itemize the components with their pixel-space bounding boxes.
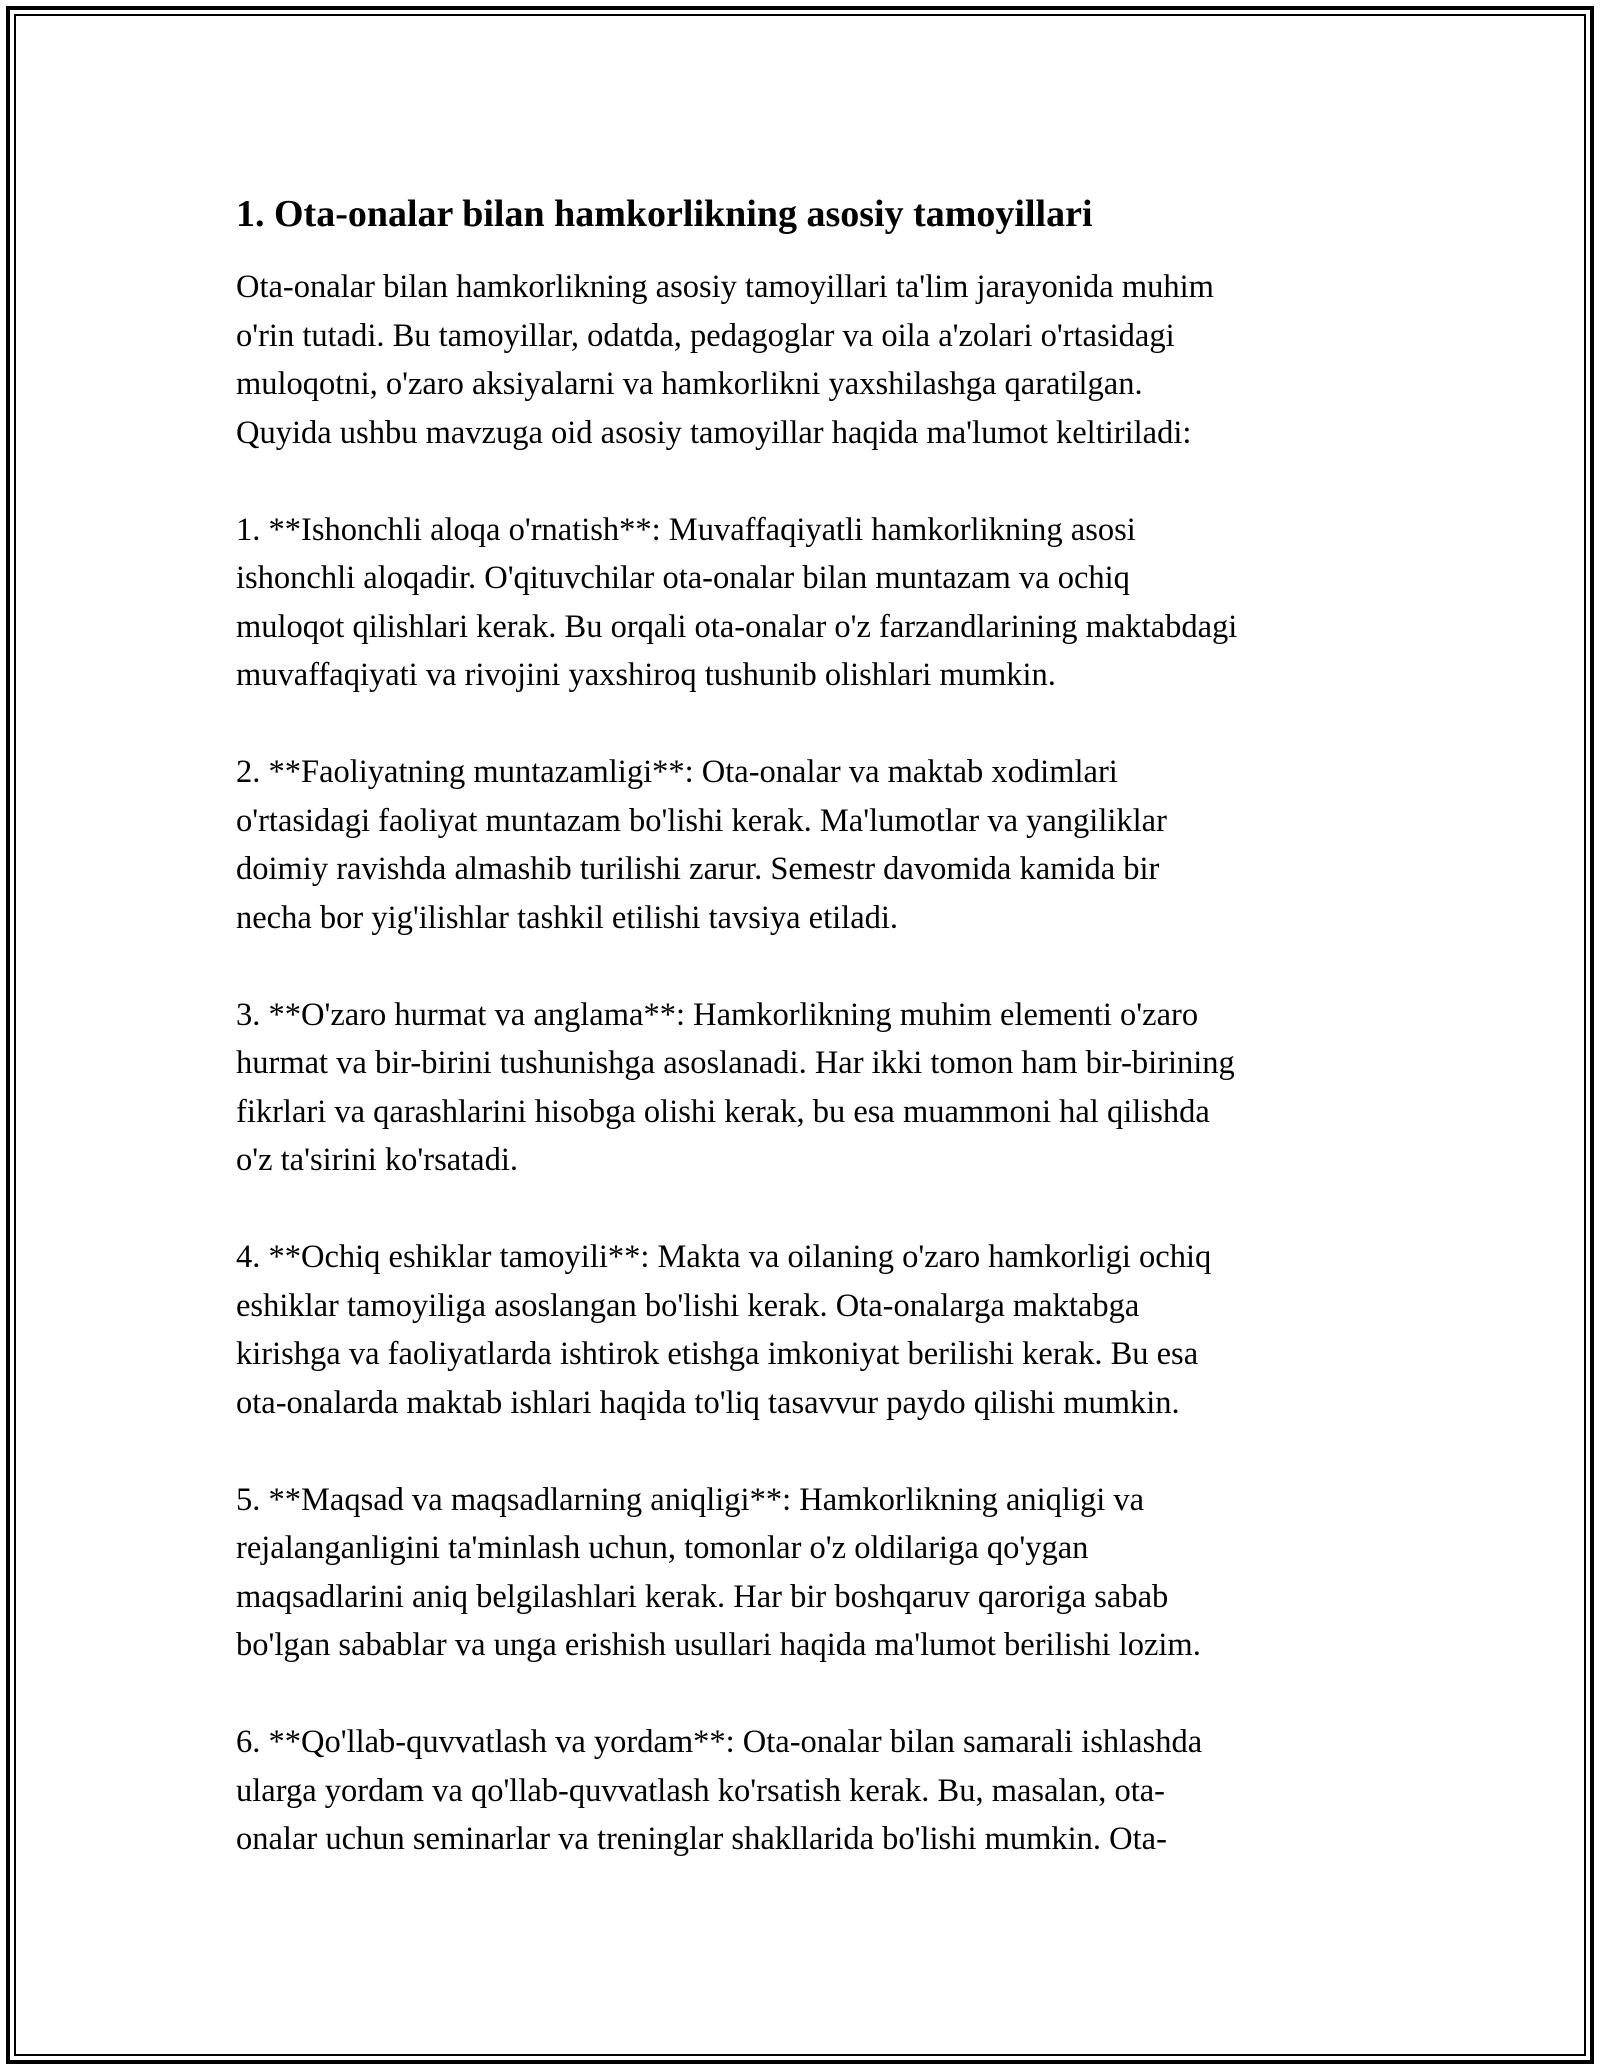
text-line: o'rin tutadi. Bu tamoyillar, odatda, pedagoglar va oila a'zolari o'rtasidagi: [236, 317, 1175, 354]
text-line: ota-onalarda maktab ishlari haqida to'liq tasavvur paydo qilishi mumkin.: [236, 1384, 1180, 1421]
principle-item-6: [236, 1718, 1386, 1864]
text-line: eshiklar tamoyiliga asoslangan bo'lishi kerak. Ota-onalarga maktabga: [236, 1287, 1140, 1324]
text-line: o'z ta'sirini ko'rsatadi.: [236, 1142, 519, 1178]
text-line: necha bor yig'ilishlar tashkil etilishi tavsiya etiladi.: [236, 899, 899, 936]
text-line: 2. **Faoliyatning muntazamligi**: Ota-onalar va maktab xodimlari: [236, 754, 1118, 790]
page-title: 1. Ota-onalar bilan hamkorlikning asosiy tamoyillari: [236, 193, 1093, 235]
text-line: 3. **O'zaro hurmat va anglama**: Hamkorlikning muhim elementi o'zaro: [236, 996, 1199, 1033]
text-line: muloqotni, o'zaro aksiyalarni va hamkorlikni yaxshilashga qaratilgan.: [236, 366, 1143, 402]
intro-paragraph: [236, 263, 1386, 457]
text-line: maqsadlarini aniq belgilashlari kerak. Har bir boshqaruv qaroriga sabab: [236, 1578, 1169, 1615]
text-line: ishonchli aloqadir. O'qituvchilar ota-onalar bilan muntazam va ochiq: [236, 560, 1130, 596]
text-line: fikrlari va qarashlarini hisobga olishi kerak, bu esa muammoni hal qilishda: [236, 1093, 1210, 1130]
text-line: 1. **Ishonchli aloqa o'rnatish**: Muvaffaqiyatli hamkorlikning asosi: [236, 511, 1136, 548]
principle-item-2: [236, 748, 1386, 942]
principle-item-5: [236, 1476, 1386, 1670]
document-body: [236, 186, 1386, 1864]
text-line: doimiy ravishda almashib turilishi zarur. Semestr davomida kamida bir: [236, 851, 1160, 887]
text-line: 4. **Ochiq eshiklar tamoyili**: Makta va oilaning o'zaro hamkorligi ochiq: [236, 1239, 1212, 1275]
text-line: muloqot qilishlari kerak. Bu orqali ota-onalar o'z farzandlarining maktabdagi: [236, 608, 1238, 645]
principle-item-3: [236, 991, 1386, 1185]
text-line: kirishga va faoliyatlarda ishtirok etishga imkoniyat berilishi kerak. Bu esa: [236, 1336, 1199, 1372]
text-line: bo'lgan sabablar va unga erishish usullari haqida ma'lumot berilishi lozim.: [236, 1627, 1201, 1663]
principle-item-4: [236, 1233, 1386, 1427]
text-line: ularga yordam va qo'llab-quvvatlash ko'rsatish kerak. Bu, masalan, ota-: [236, 1772, 1165, 1809]
principle-item-1: [236, 506, 1386, 700]
text-line: muvaffaqiyati va rivojini yaxshiroq tushunib olishlari mumkin.: [236, 657, 1056, 693]
text-line: 6. **Qo'llab-quvvatlash va yordam**: Ota-onalar bilan samarali ishlashda: [236, 1724, 1203, 1760]
text-line: hurmat va bir-birini tushunishga asoslanadi. Har ikki tomon ham bir-birining: [236, 1045, 1235, 1081]
text-line: 5. **Maqsad va maqsadlarning aniqligi**: Hamkorlikning aniqligi va: [236, 1481, 1145, 1518]
text-line: onalar uchun seminarlar va treninglar shakllarida bo'lishi mumkin. Ota-: [236, 1821, 1167, 1857]
text-line: Ota-onalar bilan hamkorlikning asosiy tamoyillari ta'lim jarayonida muhim: [236, 269, 1214, 305]
text-line: rejalanganligini ta'minlash uchun, tomonlar o'z oldilariga qo'ygan: [236, 1530, 1089, 1566]
text-line: o'rtasidagi faoliyat muntazam bo'lishi kerak. Ma'lumotlar va yangiliklar: [236, 802, 1167, 839]
text-line: Quyida ushbu mavzuga oid asosiy tamoyillar haqida ma'lumot keltiriladi:: [236, 414, 1192, 451]
